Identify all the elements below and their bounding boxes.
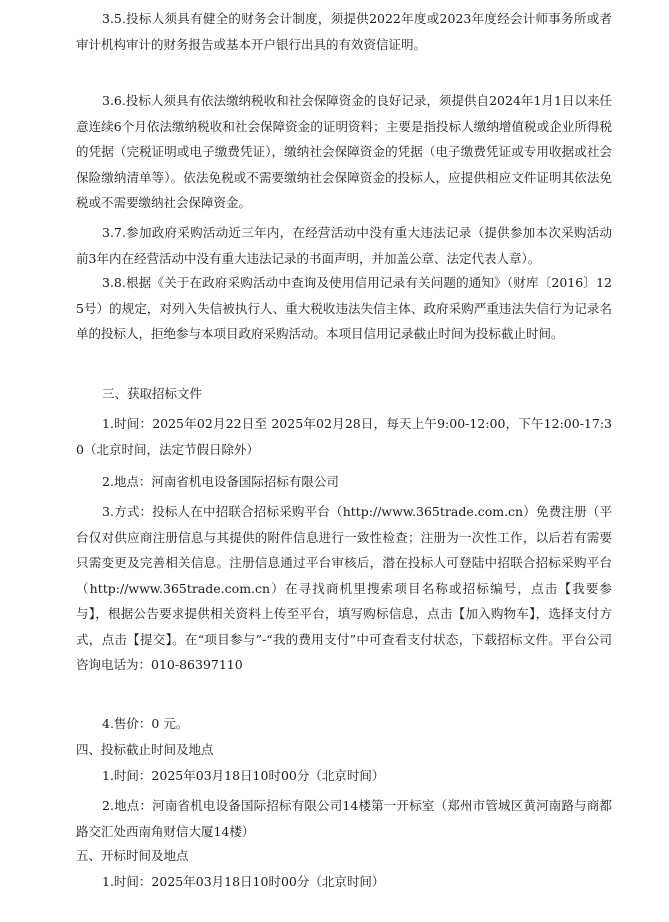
section-3-item-1: 1.时间：2025年02月22日至 2025年02月28日，每天上午9:00-12:00，下午12:00-17:30（北京时间，法定节假日除外）	[76, 416, 612, 457]
section-heading-5: 五、开标时间及地点	[76, 848, 189, 863]
section-4-item-2: 2.地点：河南省机电设备国际招标有限公司14楼第一开标室（郑州市管城区黄河南路与商都路交汇处西南角财信大厦14楼）	[76, 798, 612, 839]
section-5-item-1: 1.时间：2025年03月18日10时00分（北京时间）	[102, 874, 385, 889]
section-3-item-3: 3.方式：投标人在中招联合招标采购平台（http://www.365trade.com.cn）免费注册（平台仅对供应商注册信息与其提供的附件信息进行一致性检查；注册为一次性工作，以后若有需要只需变更及完善相关信息。注册信息通过平台审核后，潜在投标人可登陆中招联合招标采购平台（http://www.365trade.com.cn）在寻找商机里搜索项目名称或招标编号，点击【我要参与】，根据公告要求提供相关资料上传至平台，填写购标信息，点击【加入购物车】，选择支付方式，点击【提交】。在“项目参与”-“我的费用支付”中可查看支付状态，下载招标文件。平台公司咨询电话为：010-86397110	[76, 504, 612, 672]
clause-3-6: 3.6.投标人须具有依法缴纳税收和社会保障资金的良好记录，须提供自2024年1月1日以来任意连续6个月依法缴纳税收和社会保障资金的证明资料；主要是指投标人缴纳增值税或企业所得税的凭据（完税证明或电子缴费凭证），缴纳社会保障资金的凭据（电子缴费凭证或专用收据或社会保险缴纳清单等）。依法免税或不需要缴纳社会保障资金的投标人，应提供相应文件证明其依法免税或不需要缴纳社会保障资金。	[76, 93, 612, 210]
clause-3-5: 3.5.投标人须具有健全的财务会计制度，须提供2022年度或2023年度经会计师事务所或者审计机构审计的财务报告或基本开户银行出具的有效资信证明。	[76, 11, 612, 52]
section-3-item-2: 2.地点：河南省机电设备国际招标有限公司	[102, 474, 339, 489]
section-heading-4: 四、投标截止时间及地点	[76, 742, 214, 757]
section-3-item-4: 4.售价：0 元。	[102, 716, 189, 731]
section-4-item-1: 1.时间：2025年03月18日10时00分（北京时间）	[102, 768, 385, 783]
clause-3-8: 3.8.根据《关于在政府采购活动中查询及使用信用记录有关问题的通知》（财库〔2016〕125号）的规定，对列入失信被执行人、重大税收违法失信主体、政府采购严重违法失信行为记录名单的投标人，拒绝参与本项目政府采购活动。本项目信用记录截止时间为投标截止时间。	[76, 275, 612, 341]
clause-3-7: 3.7.参加政府采购活动近三年内，在经营活动中没有重大违法记录（提供参加本次采购活动前3年内在经营活动中没有重大违法记录的书面声明，并加盖公章、法定代表人章）。	[76, 225, 612, 266]
section-heading-3: 三、获取招标文件	[102, 386, 203, 401]
